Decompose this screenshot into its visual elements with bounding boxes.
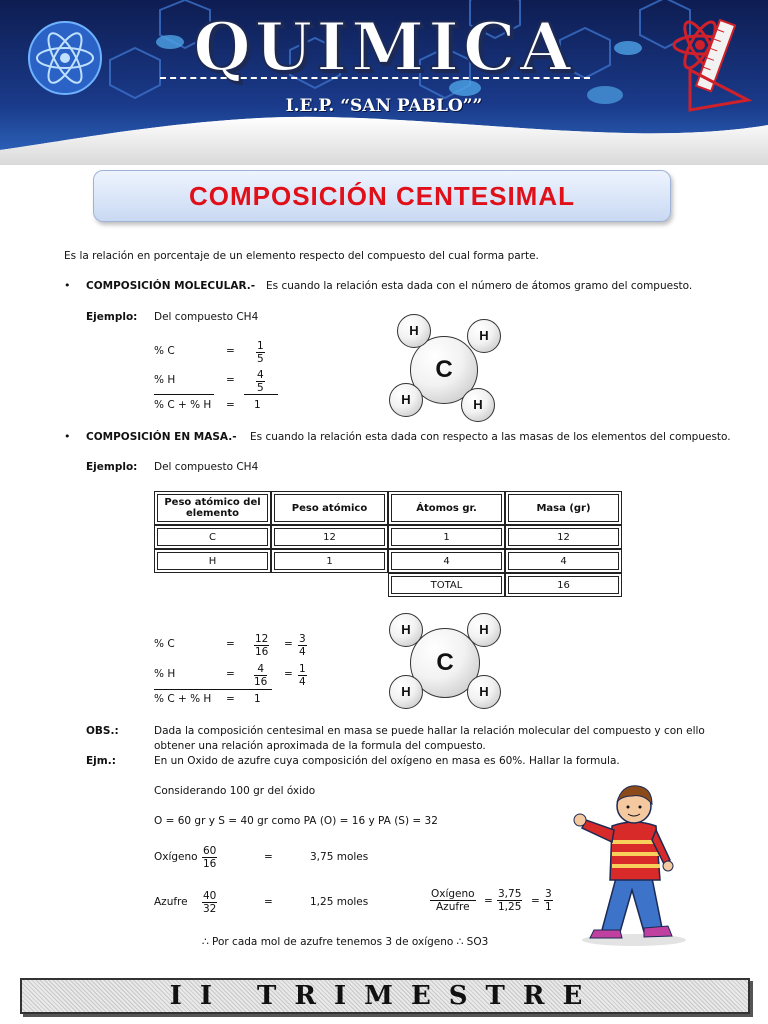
table-cell: 12 (271, 525, 388, 549)
table-header-row (154, 491, 622, 525)
footer-text: II TRIMESTRE (169, 981, 601, 1011)
header-banner (0, 0, 768, 165)
table-header: Peso atómico (271, 491, 388, 525)
ejm-given: O = 60 gr y S = 40 gr como PA (O) = 16 y PA (S) = 32 (154, 815, 438, 827)
mass-example-text: Del compuesto CH4 (154, 461, 259, 473)
hydrogen-atom: H (389, 675, 423, 709)
obs-line-1: Dada la composición centesimal en masa se puede hallar la relación molecular del compuesto y con ello (154, 725, 705, 737)
ejm-label: Ejm.: (86, 755, 116, 767)
boy-illustration (572, 780, 692, 948)
fraction-denominator: 1 (545, 901, 552, 913)
mass-c-fraction (254, 633, 269, 658)
ratio-eq-2: = (531, 895, 540, 907)
oxygen-label: Oxígeno (154, 851, 198, 863)
mass-heading: COMPOSICIÓN EN MASA.- (86, 431, 237, 443)
mass-total-eq: = (226, 693, 235, 705)
fraction-numerator: 3,75 (498, 888, 522, 900)
mass-h-label: % H (154, 668, 176, 680)
bullet-icon: • (64, 279, 71, 292)
mass-c-label: % C (154, 638, 175, 650)
table-cell: 1 (271, 549, 388, 573)
ratio-eq-1: = (484, 895, 493, 907)
header-divider (160, 77, 590, 79)
oxygen-fraction (202, 845, 217, 870)
molecular-heading: COMPOSICIÓN MOLECULAR.- (86, 280, 256, 292)
mass-table (154, 491, 622, 597)
ratio-value-fraction (497, 888, 522, 913)
fraction-denominator: 5 (257, 353, 264, 365)
fraction-denominator: 16 (254, 676, 268, 688)
obs-label: OBS.: (86, 725, 119, 737)
mass-c-eq: = (226, 638, 235, 650)
hydrogen-atom: H (467, 675, 501, 709)
ejm-considering: Considerando 100 gr del óxido (154, 785, 316, 797)
fraction-numerator: 12 (255, 633, 269, 645)
mass-total-label: % C + % H (154, 693, 212, 705)
table-empty-cell (271, 573, 388, 597)
carbon-atom: C (410, 628, 480, 698)
sum-line (154, 689, 272, 690)
sum-line (154, 394, 214, 395)
sulfur-eq: = (264, 896, 273, 908)
fraction-numerator: 1 (257, 340, 264, 352)
fraction-numerator: 40 (203, 890, 217, 902)
molecular-h-eq: = (226, 374, 235, 386)
table-header: Átomos gr. (388, 491, 505, 525)
table-cell: C (154, 525, 271, 549)
table-cell: 12 (505, 525, 622, 549)
fraction-numerator: 4 (254, 663, 267, 676)
fraction-denominator: 1,25 (498, 901, 522, 913)
table-total-row (154, 573, 622, 597)
hydrogen-atom: H (397, 314, 431, 348)
molecular-text: Es cuando la relación esta dada con el número de átomos gramo del compuesto. (266, 280, 693, 292)
table-total-value: 16 (505, 573, 622, 597)
sulfur-result: 1,25 moles (310, 896, 369, 908)
hydrogen-atom: H (467, 319, 501, 353)
molecular-total-eq: = (226, 399, 235, 411)
table-row (154, 549, 622, 573)
mass-c-simplified (298, 633, 307, 658)
ejm-text: En un Oxido de azufre cuya composición del oxígeno en masa es 60%. Hallar la formula. (154, 755, 620, 767)
oxygen-eq: = (264, 851, 273, 863)
conclusion-text: ∴ Por cada mol de azufre tenemos 3 de oxígeno ∴ SO3 (202, 936, 489, 948)
hydrogen-atom: H (461, 388, 495, 422)
sum-line (244, 394, 278, 395)
mass-h-simplified (298, 663, 307, 688)
header-school: I.E.P. “SAN PABLO”” (285, 96, 483, 116)
molecular-c-label: % C (154, 345, 175, 357)
molecular-example-label: Ejemplo: (86, 311, 138, 323)
fraction-denominator: 32 (203, 903, 217, 915)
mass-c-eq2: = (284, 638, 293, 650)
fraction-numerator: 3 (299, 633, 306, 645)
table-total-label: TOTAL (388, 573, 505, 597)
bullet-icon: • (64, 430, 71, 443)
hydrogen-atom: H (467, 613, 501, 647)
molecular-h-fraction (256, 369, 265, 394)
hydrogen-atom: H (389, 383, 423, 417)
table-header: Masa (gr) (505, 491, 622, 525)
ratio-label-fraction (430, 888, 476, 913)
oxygen-result: 3,75 moles (310, 851, 369, 863)
fraction-denominator: 16 (255, 646, 269, 658)
sulfur-label: Azufre (154, 896, 188, 908)
fraction-numerator: Oxígeno (431, 888, 475, 900)
hydrogen-atom: H (389, 613, 423, 647)
fraction-denominator: Azufre (436, 901, 470, 913)
table-cell: 4 (505, 549, 622, 573)
mass-h-eq: = (226, 668, 235, 680)
molecular-example-text: Del compuesto CH4 (154, 311, 259, 323)
fraction-numerator: 4 (257, 369, 264, 381)
carbon-atom: C (410, 336, 478, 404)
fraction-denominator: 16 (203, 858, 217, 870)
mass-total-value: 1 (254, 693, 261, 705)
molecular-c-fraction (256, 340, 265, 365)
fraction-denominator: 4 (299, 676, 306, 688)
ratio-final-fraction (544, 888, 553, 913)
molecular-c-eq: = (226, 345, 235, 357)
table-row (154, 525, 622, 549)
table-cell: 4 (388, 549, 505, 573)
intro-text: Es la relación en porcentaje de un elemento respecto del compuesto del cual forma parte. (64, 250, 539, 262)
fraction-denominator: 5 (257, 382, 264, 394)
fraction-numerator: 3 (545, 888, 552, 900)
section-title: COMPOSICIÓN CENTESIMAL (188, 181, 575, 211)
molecular-total-value: 1 (254, 399, 261, 411)
header-title: QUIMICA (193, 8, 575, 86)
mass-text: Es cuando la relación esta dada con respecto a las masas de los elementos del compuesto. (250, 431, 731, 443)
fraction-denominator: 4 (299, 646, 306, 658)
fraction-numerator: 60 (203, 845, 217, 857)
table-cell: H (154, 549, 271, 573)
sulfur-fraction (202, 890, 217, 915)
table-header: Peso atómico del elemento (154, 491, 271, 525)
table-cell: 1 (388, 525, 505, 549)
mass-h-fraction (254, 663, 267, 688)
molecular-h-label: % H (154, 374, 176, 386)
molecular-total-label: % C + % H (154, 399, 212, 411)
fraction-numerator: 1 (299, 663, 306, 675)
mass-example-label: Ejemplo: (86, 461, 138, 473)
mass-h-eq2: = (284, 668, 293, 680)
table-empty-cell (154, 573, 271, 597)
obs-line-2: obtener una relación aproximada de la formula del compuesto. (154, 740, 486, 752)
